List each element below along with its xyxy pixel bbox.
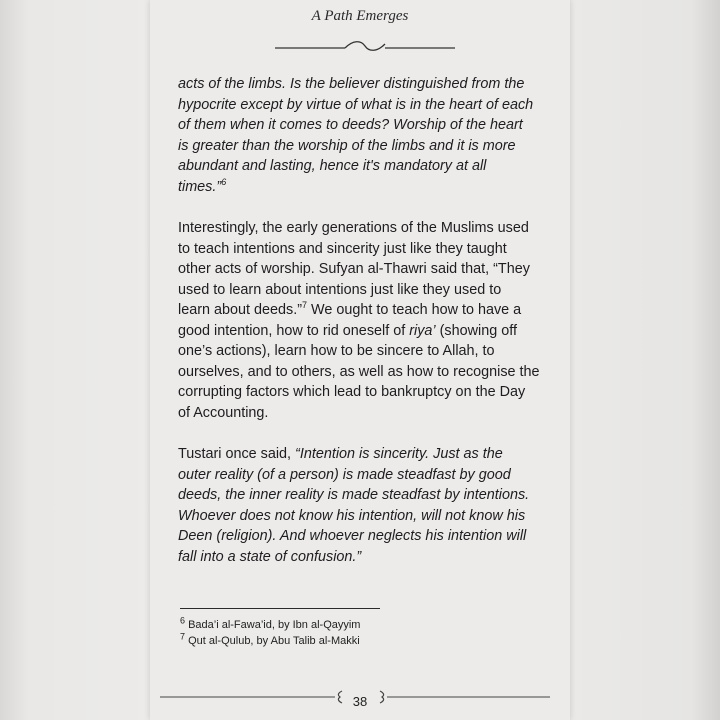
text-line: corrupting factors which lead to bankruptcy on the Day <box>178 384 526 400</box>
footnote-ref: 6 <box>221 176 227 187</box>
text-line: fall into a state of confusion.” <box>178 548 362 565</box>
text-line: ourselves, and to others, as well as how to recognise the <box>178 363 540 380</box>
text-fragment: good intention, how to rid oneself of <box>178 322 410 339</box>
footnote-text: Qut al-Qulub, by Abu Talib al-Makki <box>185 635 360 647</box>
body-text <box>178 74 540 588</box>
text-fragment: times.” <box>178 178 222 195</box>
paragraph-early-generations <box>178 218 540 423</box>
text-fragment: learn about deeds.” <box>178 302 303 318</box>
text-line: Whoever does not know his intention, will not know his <box>178 507 526 524</box>
text-line: of them when it comes to deeds? Worship of the heart <box>178 117 523 133</box>
footnote-number: 6 <box>180 615 186 626</box>
text-line: one’s actions), learn how to be sincere to Allah, to <box>178 343 495 359</box>
footnote-item <box>180 617 360 633</box>
text-line: deeds, the inner reality is made steadfast by intentions. <box>178 487 530 503</box>
text-fragment: (showing off <box>435 322 517 339</box>
text-line: abundant and lasting, hence it's mandatory at all <box>178 158 487 174</box>
text-line: other acts of worship. Sufyan al-Thawri said that, “They <box>178 261 530 277</box>
footnote-divider <box>180 608 380 609</box>
text-line: of Accounting. <box>178 404 269 421</box>
text-fragment: We ought to teach how to have a <box>307 302 522 318</box>
book-page <box>150 0 570 720</box>
text-line: Deen (religion). And whoever neglects his intention will <box>178 528 527 544</box>
text-line <box>178 300 540 321</box>
paragraph-tustari <box>178 444 540 567</box>
text-line: outer reality (of a person) is made steadfast by good <box>178 466 511 483</box>
footnotes <box>180 617 360 649</box>
footnote-item <box>180 633 360 649</box>
text-line: acts of the limbs. Is the believer distinguished from the <box>178 76 525 92</box>
title-ornament <box>275 36 455 54</box>
text-line: hypocrite except by virtue of what is in the heart of each <box>178 96 534 113</box>
running-title: A Path Emerges <box>311 8 409 24</box>
footnote-number: 7 <box>180 631 186 642</box>
text-line <box>178 321 540 342</box>
text-line: is greater than the worship of the limbs and it is more <box>178 137 516 154</box>
text-line: used to learn about intentions just like they used to <box>178 281 502 298</box>
footnote-text: Bada’i al-Fawa’id, by Ibn al-Qayyim <box>185 619 361 631</box>
text-line: to teach intentions and sincerity just like they taught <box>178 240 507 257</box>
text-fragment: Tustari once said, <box>178 446 296 462</box>
text-line <box>178 177 540 198</box>
italic-term: riya’ <box>409 322 436 339</box>
paragraph-quote-continuation <box>178 74 540 197</box>
footnote-ref: 7 <box>302 300 308 311</box>
text-line: Interestingly, the early generations of the Muslims used <box>178 220 529 236</box>
page-number: 38 <box>352 694 368 709</box>
italic-quote: “Intention is sincerity. Just as the <box>295 446 503 462</box>
text-line <box>178 444 540 465</box>
